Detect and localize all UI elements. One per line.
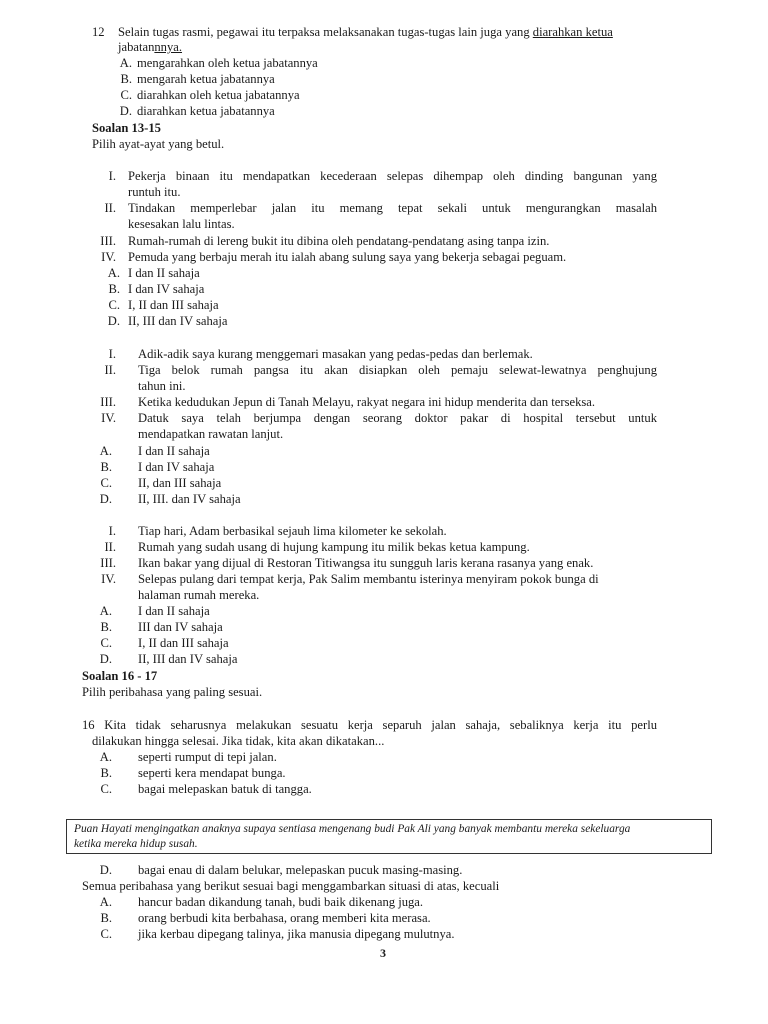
- page-number: 3: [380, 946, 386, 960]
- option-text: II, dan III sahaja: [138, 476, 222, 490]
- option-letter: B.: [100, 911, 112, 925]
- option-text: mengarahkan oleh ketua jabatannya: [137, 56, 318, 70]
- option-text: I dan IV sahaja: [138, 460, 215, 474]
- statement-roman: IV.: [101, 572, 116, 586]
- statement-roman: III.: [100, 395, 116, 409]
- option-letter: D.: [99, 652, 112, 666]
- option-text: hancur badan dikandung tanah, budi baik dikenang juga.: [138, 895, 424, 909]
- option-text: seperti kera mendapat bunga.: [138, 766, 286, 780]
- passage-text-continued: ketika mereka hidup susah.: [74, 838, 198, 850]
- statement-roman: IV.: [101, 411, 116, 425]
- option-text: II, III dan IV sahaja: [128, 314, 228, 328]
- option-letter: A.: [99, 444, 112, 458]
- option-letter: C.: [100, 927, 112, 941]
- statement-text: Tiga belok rumah pangsa itu akan disiapkan oleh pemaju selewat-lewatnya penghujung: [138, 363, 657, 377]
- option-letter: B.: [108, 282, 120, 296]
- option-text: I, II dan III sahaja: [138, 636, 229, 650]
- section-heading-16-17: Soalan 16 - 17: [82, 669, 158, 683]
- statement-text-continued: runtuh itu.: [128, 185, 181, 199]
- option-text: I dan II sahaja: [128, 266, 200, 280]
- question-12-number: 12: [92, 25, 105, 39]
- option-text: I dan II sahaja: [138, 444, 210, 458]
- option-text: bagai enau di dalam belukar, melepaskan pucuk masing-masing.: [138, 863, 463, 877]
- option-text: I dan II sahaja: [138, 604, 210, 618]
- statement-roman: IV.: [101, 250, 116, 264]
- option-letter: C.: [108, 298, 120, 312]
- section-instruction-16-17: Pilih peribahasa yang paling sesuai.: [82, 685, 263, 699]
- option-letter: C.: [100, 636, 112, 650]
- option-letter: B.: [120, 72, 132, 86]
- option-text: III dan IV sahaja: [138, 620, 223, 634]
- statement-text: Tindakan memperlebar jalan itu memang tepat sekali untuk mengurangkan masalah: [128, 201, 657, 215]
- statement-text: Adik-adik saya kurang menggemari masakan yang pedas-pedas dan berlemak.: [138, 347, 533, 361]
- statement-text-continued: tahun ini.: [138, 379, 186, 393]
- option-text: II, III dan IV sahaja: [138, 652, 238, 666]
- question-16-stem-continued: dilakukan hingga selesai. Jika tidak, kita akan dikatakan...: [92, 734, 385, 748]
- statement-roman: III.: [100, 234, 116, 248]
- section-heading-13-15: Soalan 13-15: [92, 121, 161, 135]
- question-17-stem: Semua peribahasa yang berikut sesuai bagi menggambarkan situasi di atas, kecuali: [82, 879, 500, 893]
- question-12-stem-continued: [118, 39, 182, 55]
- option-letter: B.: [100, 766, 112, 780]
- statement-text: Ketika kedudukan Jepun di Tanah Melayu, rakyat negara ini hidup menderita dan terseksa.: [138, 395, 596, 409]
- statement-text: Pemuda yang berbaju merah itu ialah abang sulung saya yang bekerja sebagai peguam.: [128, 250, 567, 264]
- option-letter: C.: [120, 88, 132, 102]
- statement-text: Selepas pulang dari tempat kerja, Pak Salim membantu isterinya menyiram pokok bunga di: [138, 572, 599, 586]
- question-12-underlined-phrase: diarahkan ketua: [532, 25, 613, 39]
- statement-text: Rumah yang sudah usang di hujung kampung itu milik bekas ketua kampung.: [138, 540, 530, 554]
- option-letter: D.: [99, 863, 112, 877]
- option-text: diarahkan oleh ketua jabatannya: [137, 88, 300, 102]
- statement-text-continued: mendapatkan rawatan lanjut.: [138, 427, 284, 441]
- question-12-stem: [118, 24, 613, 40]
- option-letter: C.: [100, 476, 112, 490]
- passage-box: [66, 819, 712, 854]
- option-text: seperti rumput di tepi jalan.: [138, 750, 277, 764]
- option-letter: A.: [119, 56, 132, 70]
- option-text: orang berbudi kita berbahasa, orang memberi kita merasa.: [138, 911, 431, 925]
- statement-text-continued: kesesakan lalu lintas.: [128, 217, 235, 231]
- question-16-stem: 16 Kita tidak seharusnya melakukan sesuatu kerja separuh jalan sahaja, sebaliknya kerja itu perlu: [82, 718, 657, 732]
- statement-roman: II.: [104, 540, 116, 554]
- option-text: I dan IV sahaja: [128, 282, 205, 296]
- statement-text: Pekerja binaan itu mendapatkan kecederaan selepas dihempap oleh dinding bangunan yang: [128, 169, 657, 183]
- statement-roman: I.: [108, 169, 116, 183]
- statement-text-continued: halaman rumah mereka.: [138, 588, 260, 602]
- passage-text: Puan Hayati mengingatkan anaknya supaya sentiasa mengenang budi Pak Ali yang banyak membantu mereka sekeluarga: [74, 823, 631, 835]
- statement-roman: II.: [104, 363, 116, 377]
- option-letter: C.: [100, 782, 112, 796]
- question-12-stem-text: Selain tugas rasmi, pegawai itu terpaksa melaksanakan tugas-tugas lain juga yang: [118, 25, 533, 39]
- statement-roman: II.: [104, 201, 116, 215]
- statement-roman: I.: [108, 524, 116, 538]
- statement-text: Tiap hari, Adam berbasikal sejauh lima kilometer ke sekolah.: [138, 524, 447, 538]
- statement-roman: III.: [100, 556, 116, 570]
- statement-text: Ikan bakar yang dijual di Restoran Titiwangsa itu sungguh laris kerana rasanya yang enak.: [138, 556, 594, 570]
- option-letter: A.: [99, 895, 112, 909]
- statement-text: Datuk saya telah berjumpa dengan seorang doktor pakar di hospital tersebut untuk: [138, 411, 657, 425]
- option-text: mengarah ketua jabatannya: [137, 72, 275, 86]
- option-text: bagai melepaskan batuk di tangga.: [138, 782, 312, 796]
- option-letter: A.: [99, 604, 112, 618]
- question-12-underlined-suffix: nnya.: [154, 40, 183, 54]
- option-letter: D.: [107, 314, 120, 328]
- option-letter: D.: [99, 492, 112, 506]
- statement-roman: I.: [108, 347, 116, 361]
- section-instruction-13-15: Pilih ayat-ayat yang betul.: [92, 137, 225, 151]
- question-12-stem-continued-text: jabatan: [118, 40, 155, 54]
- option-letter: A.: [107, 266, 120, 280]
- option-text: jika kerbau dipegang talinya, jika manusia dipegang mulutnya.: [138, 927, 455, 941]
- statement-text: Rumah-rumah di lereng bukit itu dibina oleh pendatang-pendatang asing tanpa izin.: [128, 234, 550, 248]
- option-letter: A.: [99, 750, 112, 764]
- option-letter: D.: [119, 104, 132, 118]
- option-text: diarahkan ketua jabatannya: [137, 104, 275, 118]
- option-letter: B.: [100, 460, 112, 474]
- option-text: II, III. dan IV sahaja: [138, 492, 241, 506]
- option-text: I, II dan III sahaja: [128, 298, 219, 312]
- option-letter: B.: [100, 620, 112, 634]
